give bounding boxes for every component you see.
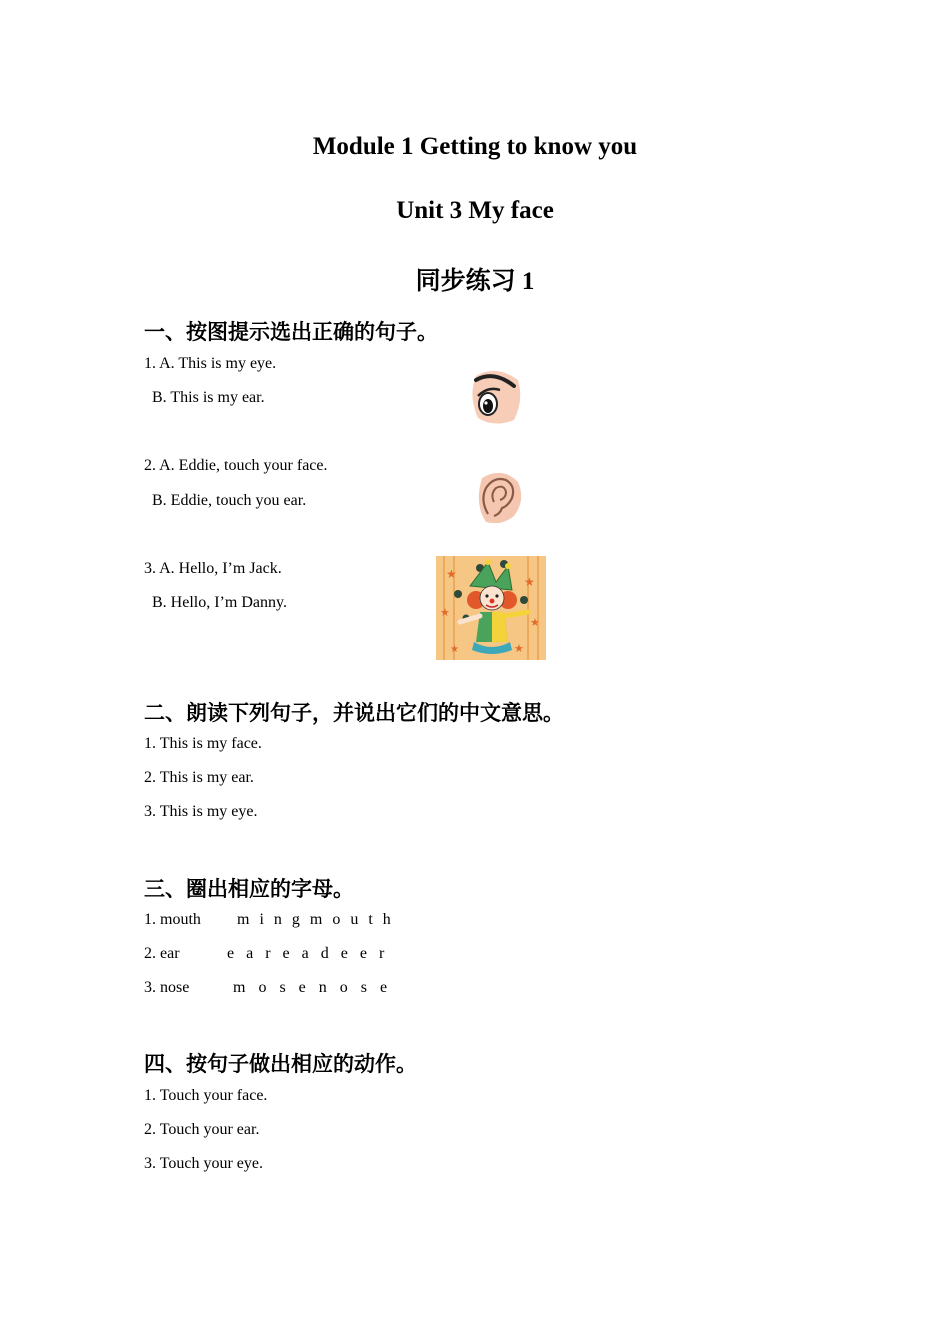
eye-icon xyxy=(468,366,524,426)
module-title: Module 1 Getting to know you xyxy=(312,133,638,160)
section-2-heading: 二、朗读下列句子，并说出它们的中文意思。 xyxy=(144,701,564,725)
section-2-item-2: 2. This is my ear. xyxy=(144,769,254,786)
section-3-letters-2: e a r e a d e e r xyxy=(227,945,385,962)
section-3-word-3: 3. nose xyxy=(144,979,190,996)
svg-text:★: ★ xyxy=(450,644,459,655)
section-3-letters-1: m i n g m o u t h xyxy=(237,911,391,928)
section-3-heading: 三、圈出相应的字母。 xyxy=(144,877,354,901)
q2-option-a: 2. A. Eddie, touch your face. xyxy=(144,457,328,474)
q1-option-b: B. This is my ear. xyxy=(152,389,265,406)
clown-icon xyxy=(436,556,546,660)
section-4-heading: 四、按句子做出相应的动作。 xyxy=(144,1052,417,1076)
section-4-item-3: 3. Touch your eye. xyxy=(144,1155,263,1172)
svg-text:★: ★ xyxy=(530,617,540,629)
svg-text:★: ★ xyxy=(440,607,450,619)
svg-text:★: ★ xyxy=(514,643,524,655)
section-2-item-3: 3. This is my eye. xyxy=(144,803,258,820)
q1-option-a: 1. A. This is my eye. xyxy=(144,355,277,372)
section-1-heading: 一、按图提示选出正确的句子。 xyxy=(144,320,438,344)
ear-icon xyxy=(472,470,526,526)
section-2-item-1: 1. This is my face. xyxy=(144,735,262,752)
svg-text:★: ★ xyxy=(524,575,535,589)
q2-option-b: B. Eddie, touch you ear. xyxy=(152,492,307,509)
practice-title: 同步练习 1 xyxy=(415,268,535,295)
section-3-word-2: 2. ear xyxy=(144,945,180,962)
section-4-item-1: 1. Touch your face. xyxy=(144,1087,268,1104)
unit-title: Unit 3 My face xyxy=(396,197,554,224)
q3-option-a: 3. A. Hello, I’m Jack. xyxy=(144,560,282,577)
section-3-word-1: 1. mouth xyxy=(144,911,201,928)
section-3-letters-3: m o s e n o s e xyxy=(233,979,388,996)
q3-option-b: B. Hello, I’m Danny. xyxy=(152,594,287,611)
section-4-item-2: 2. Touch your ear. xyxy=(144,1121,260,1138)
svg-text:★: ★ xyxy=(446,567,457,581)
